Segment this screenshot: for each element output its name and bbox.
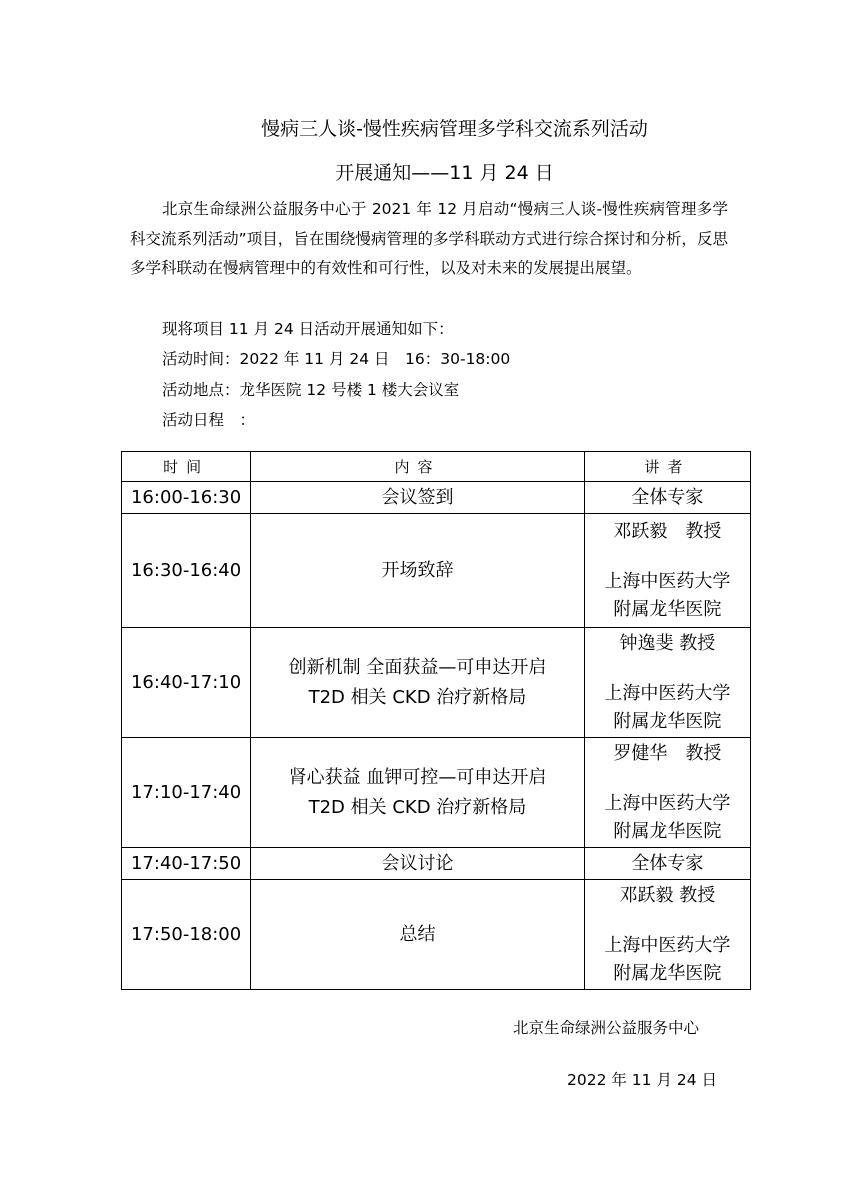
header-speaker: 讲者 [584,452,750,482]
row-time: 17:40-17:50 [122,848,251,880]
row-content [251,848,585,880]
header-time: 时间 [122,452,251,482]
content-line: T2D 相关 CKD 治疗新格局 [308,686,527,708]
speaker-line: 上海中医药大学 [604,682,731,704]
row-content [251,482,585,514]
footer-organization: 北京生命绿洲公益服务中心 [513,1019,700,1037]
content-line: 创新机制 全面获益—可申达开启 [288,656,547,678]
speaker-line: 附属龙华医院 [613,962,722,984]
speaker-line: 附属龙华医院 [613,820,722,842]
title-line-1: 慢病三人谈-慢性疾病管理多学科交流系列活动 [261,118,648,140]
row-speaker [584,514,750,628]
table-row [122,880,751,990]
row-speaker [584,738,750,848]
event-place: 活动地点：龙华医院 12 号楼 1 楼大会议室 [162,381,460,399]
speaker-line: 附属龙华医院 [613,598,722,620]
content-line: 总结 [399,923,436,945]
speaker-line: 全体专家 [631,852,704,874]
table-row [122,514,751,628]
footer-date: 2022 年 11 月 24 日 [567,1071,718,1089]
speaker-line: 邓跃毅 教授 [619,884,716,906]
speaker-line: 全体专家 [631,486,704,508]
row-speaker [584,848,750,880]
speaker-line: 上海中医药大学 [604,934,731,956]
table-row [122,628,751,738]
row-time: 16:40-17:10 [122,628,251,738]
row-time: 16:30-16:40 [122,514,251,628]
header-content: 内容 [251,452,585,482]
speaker-line: 钟逸斐 教授 [619,632,716,654]
row-content [251,514,585,628]
intro-paragraph: 北京生命绿洲公益服务中心于 2021 年 12 月启动“慢病三人谈-慢性疾病管理多学科交流系列活动”项目，旨在围绕慢病管理的多学科联动方式进行综合探讨和分析，反思多学科联动在慢病管理中的有效性和可行性，以及对未来的发展提出展望。 [130,200,728,277]
notice-line: 现将项目 11 月 24 日活动开展通知如下： [162,320,454,338]
table-header-row [122,452,751,482]
table-row [122,482,751,514]
content-line: 会议讨论 [381,852,454,874]
content-line: 会议签到 [381,486,454,508]
row-content [251,738,585,848]
agenda-label: 活动日程 ： [162,411,256,429]
content-line: 开场致辞 [381,559,454,581]
speaker-line: 上海中医药大学 [604,570,731,592]
schedule-table [121,451,751,990]
event-time: 活动时间：2022 年 11 月 24 日 16：30-18:00 [162,350,511,368]
row-speaker [584,880,750,990]
row-content [251,880,585,990]
speaker-line: 邓跃毅 教授 [613,520,722,542]
speaker-line: 附属龙华医院 [613,710,722,732]
content-line: T2D 相关 CKD 治疗新格局 [308,796,527,818]
row-speaker [584,482,750,514]
title-line-2: 开展通知——11 月 24 日 [335,162,554,184]
row-time: 16:00-16:30 [122,482,251,514]
row-content [251,628,585,738]
row-time: 17:10-17:40 [122,738,251,848]
content-line: 肾心获益 血钾可控—可申达开启 [288,766,547,788]
row-time: 17:50-18:00 [122,880,251,990]
table-row [122,848,751,880]
speaker-line: 上海中医药大学 [604,792,731,814]
table-row [122,738,751,848]
speaker-line: 罗健华 教授 [613,742,722,764]
row-speaker [584,628,750,738]
